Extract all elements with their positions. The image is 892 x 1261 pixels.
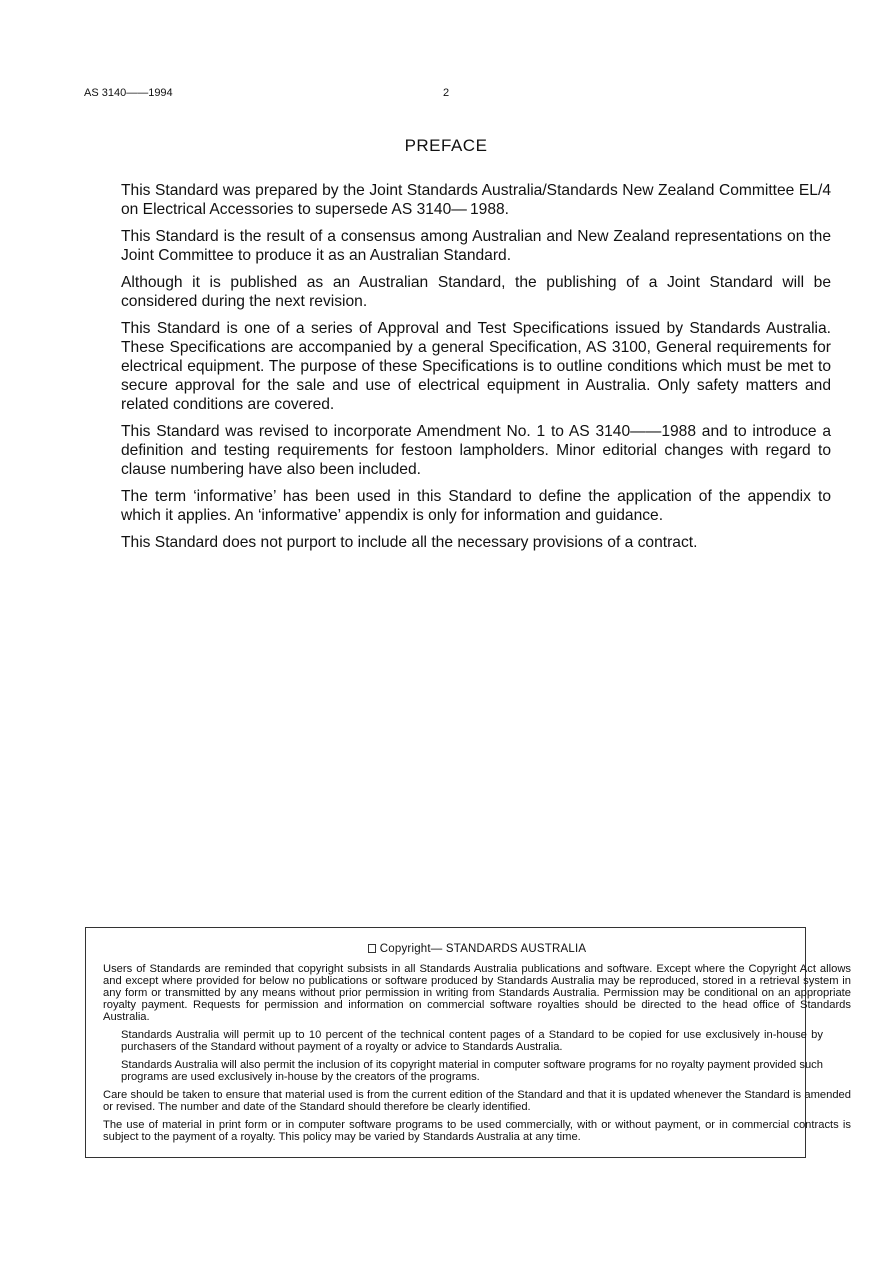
- preface-paragraph: This Standard was prepared by the Joint Standards Australia/Standards New Zealand Committee EL/4 on Electrical Accessories to supersede AS 3140— 1988.: [121, 182, 831, 218]
- copyright-paragraph: Standards Australia will also permit the inclusion of its copyright material in computer software programs for no royalty payment provided such programs are used exclusively in-house by the creators of the programs.: [121, 1059, 823, 1083]
- copyright-paragraph: The use of material in print form or in computer software programs to be used commercially, with or without payment, or in commercial contracts is subject to the payment of a royalty. This policy may be varied by Standards Australia at any time.: [103, 1119, 851, 1143]
- preface-paragraph: This Standard is the result of a consensus among Australian and New Zealand representations on the Joint Committee to produce it as an Australian Standard.: [121, 228, 831, 264]
- document-id: AS 3140——1994: [84, 87, 173, 99]
- preface-paragraph: This Standard does not purport to include all the necessary provisions of a contract.: [121, 534, 698, 551]
- page-number: 2: [443, 87, 450, 99]
- preface-body: [121, 181, 831, 560]
- preface-paragraph: This Standard was revised to incorporate Amendment No. 1 to AS 3140——1988 and to introduce a definition and testing requirements for festoon lampholders. Minor editorial changes with regard to clause numbering have also been included.: [121, 423, 831, 478]
- running-header: [84, 87, 808, 103]
- copyright-paragraph: Users of Standards are reminded that copyright subsists in all Standards Australia publications and software. Except where the Copyright Act allows and except where provided for below no publications or software produced by Standards Australia may be reproduced, stored in a retrieval system in any form or transmitted by any means without prior permission in writing from Standards Australia. Permission may be conditional on an appropriate royalty payment. Requests for permission and information on commercial software royalties should be directed to the head office of Standards Australia.: [103, 963, 851, 1023]
- copyright-paragraph: Care should be taken to ensure that material used is from the current edition of the Standard and that it is updated whenever the Standard is amended or revised. The number and date of the Standard should therefore be clearly identified.: [103, 1089, 851, 1113]
- preface-paragraph: This Standard is one of a series of Approval and Test Specifications issued by Standards Australia. These Specifications are accompanied by a general Specification, AS 3100, General requirements for electrical equipment. The purpose of these Specifications is to outline conditions which must be met to secure approval for the sale and use of electrical equipment in Australia. Only safety matters and related conditions are covered.: [121, 320, 831, 413]
- copyright-paragraph: Standards Australia will permit up to 10 percent of the technical content pages of a Standard to be copied for use exclusively in-house by purchasers of the Standard without payment of a royalty or advice to Standards Australia.: [121, 1029, 823, 1053]
- preface-title: PREFACE: [404, 136, 488, 155]
- copyright-notice: [103, 927, 851, 1149]
- copyright-symbol-icon: [368, 944, 376, 953]
- copyright-heading: [103, 943, 851, 955]
- preface-paragraph: Although it is published as an Australian Standard, the publishing of a Joint Standard will be considered during the next revision.: [121, 274, 831, 310]
- copyright-title: Copyright— STANDARDS AUSTRALIA: [379, 943, 587, 955]
- preface-paragraph: The term ‘informative’ has been used in this Standard to define the application of the appendix to which it applies. An ‘informative’ appendix is only for information and guidance.: [121, 488, 831, 524]
